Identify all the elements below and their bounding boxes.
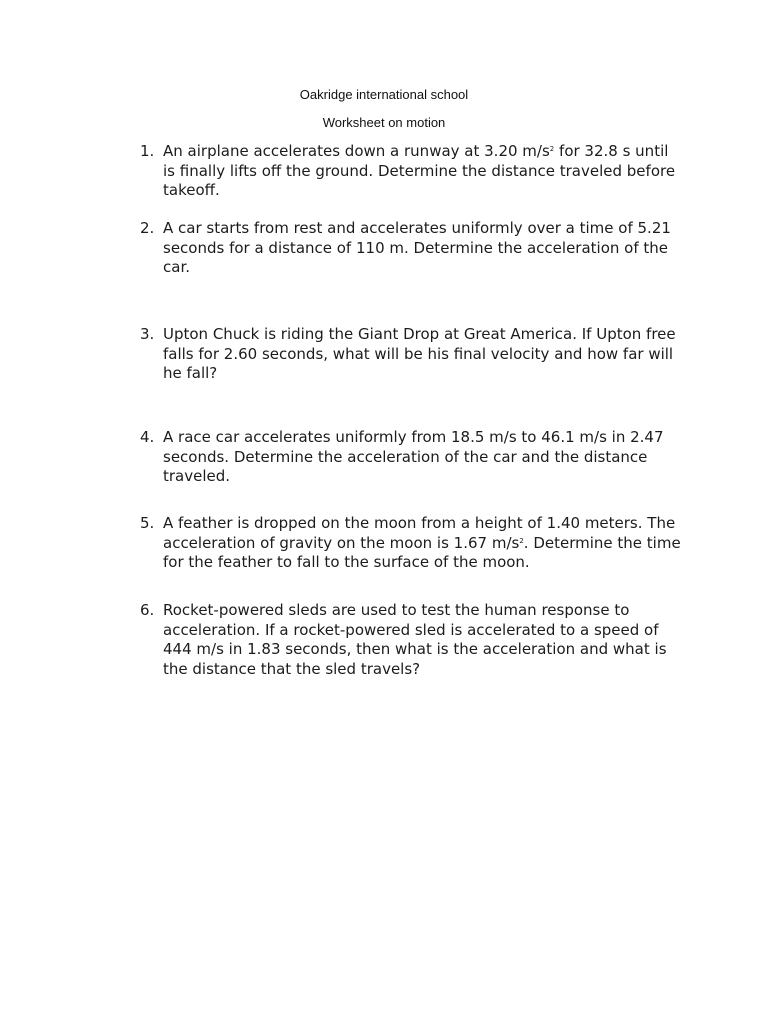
question-number: 2. bbox=[140, 219, 155, 237]
school-name: Oakridge international school bbox=[299, 87, 469, 102]
question-number: 3. bbox=[140, 325, 155, 343]
question-text: Rocket-powered sleds are used to test the human response to acceleration. If a rocket-powered sled is accelerated to a speed of 444 m/s in 1.83 seconds, then what is the acceleration and what is the distance that the sled travels? bbox=[163, 601, 667, 678]
question-text-part: A feather is dropped on the moon from a height of 1.40 meters. The acceleration of gravity on the moon is 1.67 m/s bbox=[163, 514, 676, 552]
question-text-part: . Determine the time for the feather to fall to the surface of the moon. bbox=[163, 533, 681, 571]
question-text-part: An airplane accelerates down a runway at 3.20 m/s bbox=[163, 142, 550, 160]
question-item-1 bbox=[140, 142, 685, 201]
superscript-exponent: 2 bbox=[549, 145, 555, 153]
question-text: A race car accelerates uniformly from 18.5 m/s to 46.1 m/s in 2.47 seconds. Determine the acceleration of the car and the distance traveled. bbox=[163, 428, 664, 485]
question-number: 1. bbox=[140, 142, 155, 160]
question-item-3 bbox=[140, 325, 685, 384]
question-text bbox=[163, 142, 683, 201]
question-number: 5. bbox=[140, 514, 155, 532]
question-text: A car starts from rest and accelerates uniformly over a time of 5.21 seconds for a distance of 110 m. Determine the acceleration of the car. bbox=[163, 219, 671, 276]
question-item-6 bbox=[140, 601, 685, 679]
question-text bbox=[163, 514, 683, 573]
question-item-4 bbox=[140, 428, 685, 487]
question-item-5 bbox=[140, 514, 685, 573]
worksheet-title: Worksheet on motion bbox=[322, 115, 446, 130]
question-text-part: for 32.8 s until is finally lifts off the ground. Determine the distance traveled before takeoff. bbox=[163, 142, 676, 199]
question-number: 4. bbox=[140, 428, 155, 446]
question-text: Upton Chuck is riding the Giant Drop at Great America. If Upton free falls for 2.60 seconds, what will be his final velocity and how far will he fall? bbox=[163, 325, 676, 382]
question-number: 6. bbox=[140, 601, 155, 619]
superscript-exponent: 2 bbox=[519, 536, 524, 545]
question-item-2 bbox=[140, 219, 685, 278]
